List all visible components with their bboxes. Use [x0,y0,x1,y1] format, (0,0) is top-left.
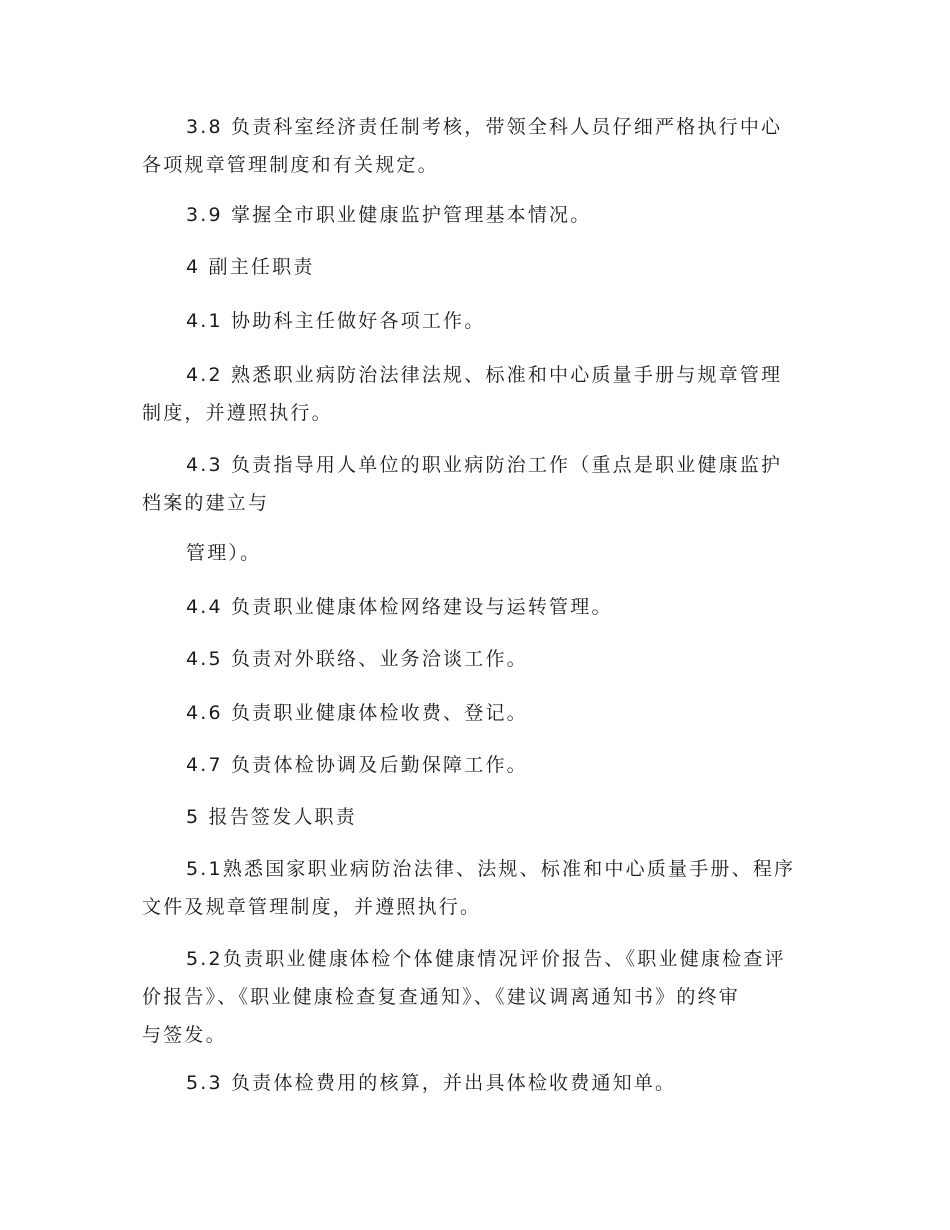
paragraph-5-1 [142,850,814,926]
section-heading: 5 报告签发人职责 [186,806,357,828]
paragraph-line: 档案的建立与 [142,492,270,514]
paragraph-5-2 [142,940,814,1054]
paragraph-line: 4.7 负责体检协调及后勤保障工作。 [186,754,528,776]
paragraph-3-8 [142,108,814,184]
paragraph-4-6 [142,694,814,732]
paragraph-line: 4.2 熟悉职业病防治法律法规、标准和中心质量手册与规章管理 [186,364,783,386]
paragraph-4-1 [142,302,814,340]
paragraph-line: 5.1熟悉国家职业病防治法律、法规、标准和中心质量手册、程序 [186,858,796,880]
paragraph-line: 与签发。 [142,1024,227,1046]
paragraph-line: 管理）。 [186,542,262,564]
heading-5 [142,798,814,836]
paragraph-5-3 [142,1064,814,1102]
paragraph-4-3-continued [142,534,814,572]
paragraph-line: 4.6 负责职业健康体检收费、登记。 [186,702,528,724]
paragraph-4-2 [142,356,814,432]
paragraph-line: 价报告》、《职业健康检查复查通知》、《建议调离通知书》的终审 [142,986,741,1008]
paragraph-line: 3.9 掌握全市职业健康监护管理基本情况。 [186,204,592,226]
paragraph-line: 3.8 负责科室经济责任制考核，带领全科人员仔细严格执行中心 [186,116,783,138]
paragraph-4-5 [142,640,814,678]
section-heading: 4 副主任职责 [186,256,315,278]
paragraph-line: 制度，并遵照执行。 [142,402,333,424]
heading-4 [142,248,814,286]
paragraph-4-3 [142,446,814,522]
paragraph-4-7 [142,746,814,784]
paragraph-line: 4.5 负责对外联络、业务洽谈工作。 [186,648,528,670]
paragraph-line: 各项规章管理制度和有关规定。 [142,154,439,176]
paragraph-3-9 [142,196,814,234]
paragraph-line: 5.2负责职业健康体检个体健康情况评价报告、《职业健康检查评 [186,948,786,970]
paragraph-line: 4.4 负责职业健康体检网络建设与运转管理。 [186,596,613,618]
paragraph-4-4 [142,588,814,626]
paragraph-line: 4.1 协助科主任做好各项工作。 [186,310,486,332]
paragraph-line: 4.3 负责指导用人单位的职业病防治工作（重点是职业健康监护 [186,454,783,476]
paragraph-line: 5.3 负责体检费用的核算，并出具体检收费通知单。 [186,1072,677,1094]
paragraph-line: 文件及规章管理制度，并遵照执行。 [142,896,482,918]
